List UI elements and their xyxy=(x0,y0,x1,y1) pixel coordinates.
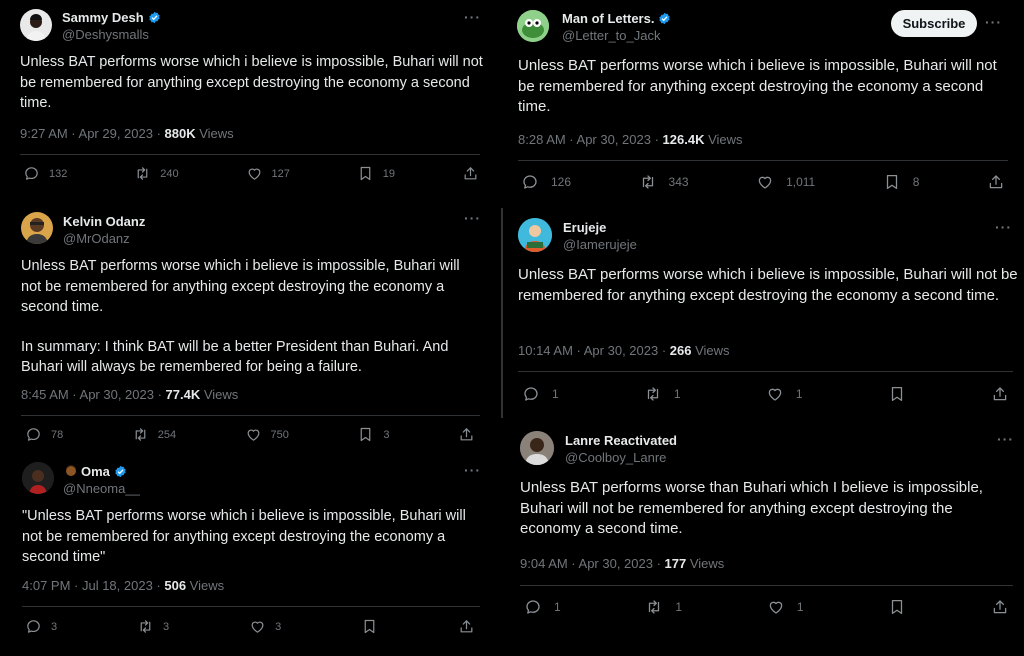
like-button[interactable] xyxy=(249,618,281,635)
divider xyxy=(518,371,1013,372)
reply-count: 1 xyxy=(554,600,561,614)
tweet-timestamp[interactable] xyxy=(20,126,234,141)
author-name[interactable] xyxy=(62,10,161,25)
retweet-button[interactable] xyxy=(134,165,178,182)
tweet-paragraph: In summary: I think BAT will be a better President than Buhari. And Buhari will always be remembered for being a failure. xyxy=(21,338,449,375)
retweet-button[interactable] xyxy=(644,385,681,403)
views-label: Views xyxy=(186,578,225,593)
author-handle[interactable]: @Iamerujeje xyxy=(563,237,637,252)
heart-icon xyxy=(249,618,266,635)
heart-icon xyxy=(756,173,774,191)
share-icon xyxy=(991,385,1009,403)
woman-emoji-icon xyxy=(65,465,77,478)
bookmark-button[interactable] xyxy=(883,173,920,191)
more-options-icon[interactable]: ··· xyxy=(985,14,1002,30)
retweet-count: 343 xyxy=(668,175,689,189)
more-options-icon[interactable]: ··· xyxy=(997,431,1014,447)
bookmark-icon xyxy=(888,598,906,616)
tweet-text xyxy=(22,506,486,568)
bookmark-icon xyxy=(883,173,901,191)
tweet-card[interactable] xyxy=(503,210,1024,418)
tweet-time: 8:28 AM · Apr 30, 2023 · xyxy=(518,132,663,147)
heart-icon xyxy=(766,385,784,403)
tweet-timestamp[interactable] xyxy=(21,387,238,402)
share-icon xyxy=(458,618,475,635)
tweet-card[interactable] xyxy=(0,205,500,450)
views-label: Views xyxy=(195,126,234,141)
bookmark-count: 3 xyxy=(383,428,390,441)
views-count: 126.4K xyxy=(662,132,705,147)
views-count: 506 xyxy=(164,578,187,593)
share-button[interactable] xyxy=(991,385,1009,403)
reply-icon xyxy=(521,173,539,191)
share-button[interactable] xyxy=(991,598,1009,616)
like-count: 750 xyxy=(270,428,289,441)
reply-icon xyxy=(23,165,40,182)
tweet-card[interactable] xyxy=(503,0,1024,205)
retweet-count: 3 xyxy=(163,620,170,633)
author-name[interactable] xyxy=(65,464,127,479)
avatar[interactable] xyxy=(520,431,554,465)
like-count: 127 xyxy=(271,167,290,180)
divider xyxy=(518,160,1008,161)
author-handle[interactable]: @Nneoma__ xyxy=(63,481,140,496)
author-handle[interactable]: @Coolboy_Lanre xyxy=(565,450,667,465)
tweet-card[interactable] xyxy=(0,0,500,195)
more-options-icon[interactable]: ··· xyxy=(464,210,481,226)
reply-icon xyxy=(524,598,542,616)
verified-badge-icon xyxy=(114,465,127,478)
tweet-paragraph: Unless BAT performs worse which i believe is impossible, Buhari will not be remembered for anything except destroying the economy a second time. xyxy=(518,57,997,115)
avatar[interactable] xyxy=(518,218,552,252)
tweet-actions xyxy=(23,165,479,182)
author-name-text: Kelvin Odanz xyxy=(63,214,146,229)
tweet-actions xyxy=(524,598,1009,616)
tweet-time: 4:07 PM · Jul 18, 2023 · xyxy=(22,578,165,593)
retweet-button[interactable] xyxy=(137,618,169,635)
like-count: 1,011 xyxy=(786,175,816,189)
reply-count: 132 xyxy=(49,167,68,180)
views-label: Views xyxy=(200,387,239,402)
tweet-actions xyxy=(521,173,1005,191)
like-count: 1 xyxy=(796,600,804,614)
reply-count: 1 xyxy=(552,387,559,401)
tweet-timestamp[interactable] xyxy=(518,132,743,147)
tweet-paragraph: Unless BAT performs worse than Buhari which I believe is impossible, Buhari will not be remembered for anything except destroying the economy a second time. xyxy=(520,479,983,537)
tweet-card[interactable] xyxy=(0,455,500,656)
tweet-actions xyxy=(25,618,475,635)
tweet-actions xyxy=(25,426,475,443)
author-handle[interactable]: @Letter_to_Jack xyxy=(562,28,661,43)
reply-button[interactable] xyxy=(25,426,63,443)
bookmark-icon xyxy=(357,165,374,182)
tweet-time: 10:14 AM · Apr 30, 2023 · xyxy=(518,343,670,358)
divider xyxy=(520,585,1013,586)
author-name[interactable] xyxy=(565,433,677,448)
like-button[interactable] xyxy=(245,426,289,443)
avatar[interactable] xyxy=(22,462,54,494)
views-label: Views xyxy=(704,132,743,147)
heart-icon xyxy=(245,426,262,443)
bookmark-button[interactable] xyxy=(361,618,378,635)
tweet-text xyxy=(20,52,484,114)
reply-button[interactable] xyxy=(25,618,57,635)
like-count: 3 xyxy=(275,620,282,633)
heart-icon xyxy=(246,165,263,182)
tweet-time: 9:27 AM · Apr 29, 2023 · xyxy=(20,126,165,141)
share-button[interactable] xyxy=(458,618,475,635)
verified-badge-icon xyxy=(148,11,161,24)
author-handle[interactable]: @MrOdanz xyxy=(63,231,130,246)
reply-count: 78 xyxy=(51,428,64,441)
like-button[interactable] xyxy=(756,173,815,191)
author-name-text: Erujeje xyxy=(563,220,607,235)
tweet-timestamp[interactable] xyxy=(520,556,724,571)
views-count: 266 xyxy=(669,343,692,358)
retweet-count: 1 xyxy=(675,600,683,614)
views-count: 77.4K xyxy=(165,387,201,402)
reply-button[interactable] xyxy=(521,173,571,191)
like-button[interactable] xyxy=(767,598,804,616)
tweet-text xyxy=(21,256,483,378)
divider xyxy=(20,154,480,155)
heart-icon xyxy=(767,598,785,616)
tweet-timestamp[interactable] xyxy=(518,343,730,358)
bookmark-icon xyxy=(888,385,906,403)
tweet-text xyxy=(518,56,1008,118)
retweet-icon xyxy=(639,173,657,191)
author-handle[interactable]: @Deshysmalls xyxy=(62,27,149,42)
retweet-count: 254 xyxy=(157,428,177,441)
bookmark-button[interactable] xyxy=(888,598,906,616)
author-name[interactable] xyxy=(63,214,145,229)
author-name[interactable] xyxy=(563,220,606,235)
retweet-button[interactable] xyxy=(645,598,682,616)
reply-button[interactable] xyxy=(522,385,559,403)
retweet-count: 240 xyxy=(160,167,179,180)
bookmark-count: 8 xyxy=(912,175,920,189)
reply-button[interactable] xyxy=(23,165,67,182)
avatar[interactable] xyxy=(21,212,53,244)
avatar[interactable] xyxy=(517,10,549,42)
share-button[interactable] xyxy=(987,173,1005,191)
tweet-time: 9:04 AM · Apr 30, 2023 · xyxy=(520,556,665,571)
divider xyxy=(22,606,480,607)
avatar[interactable] xyxy=(20,9,52,41)
verified-badge-icon xyxy=(658,12,671,25)
share-button[interactable] xyxy=(462,165,479,182)
tweet-timestamp[interactable] xyxy=(22,578,224,593)
retweet-button[interactable] xyxy=(639,173,689,191)
retweet-icon xyxy=(645,598,663,616)
tweet-time: 8:45 AM · Apr 30, 2023 · xyxy=(21,387,166,402)
views-label: Views xyxy=(691,343,730,358)
author-name[interactable] xyxy=(562,11,671,26)
like-count: 1 xyxy=(795,387,803,401)
more-options-icon[interactable]: ··· xyxy=(464,462,481,478)
subscribe-button[interactable]: Subscribe xyxy=(891,10,977,37)
tweet-paragraph: Unless BAT performs worse which i believe is impossible, Buhari will not be remembered for anything except destroying the economy a second time. xyxy=(21,258,460,315)
bookmark-icon xyxy=(357,426,374,443)
like-button[interactable] xyxy=(766,385,803,403)
views-count: 177 xyxy=(664,556,687,571)
retweet-icon xyxy=(132,426,149,443)
bookmark-button[interactable] xyxy=(357,426,389,443)
views-count: 880K xyxy=(164,126,196,141)
tweet-paragraph: Unless BAT performs worse which i believe is impossible, Buhari will not be remembered for anything except destroying the economy a second time. xyxy=(518,266,1018,304)
reply-button[interactable] xyxy=(524,598,561,616)
retweet-icon xyxy=(137,618,154,635)
share-button[interactable] xyxy=(458,426,475,443)
bookmark-count: 19 xyxy=(382,167,396,180)
views-label: Views xyxy=(686,556,725,571)
divider xyxy=(21,415,480,416)
tweet-paragraph: Unless BAT performs worse which i believe is impossible, Buhari will not be remembered for anything except destroying the economy a second time. xyxy=(20,54,483,111)
like-button[interactable] xyxy=(246,165,290,182)
tweet-actions xyxy=(522,385,1009,403)
tweet-text xyxy=(518,265,1018,306)
bookmark-icon xyxy=(361,618,378,635)
more-options-icon[interactable]: ··· xyxy=(995,219,1012,235)
share-icon xyxy=(987,173,1005,191)
bookmark-button[interactable] xyxy=(357,165,395,182)
retweet-count: 1 xyxy=(673,387,681,401)
author-name-text: Sammy Desh xyxy=(62,10,144,25)
reply-count: 126 xyxy=(551,175,572,189)
share-icon xyxy=(462,165,479,182)
share-icon xyxy=(991,598,1009,616)
reply-count: 3 xyxy=(51,620,58,633)
more-options-icon[interactable]: ··· xyxy=(464,9,481,25)
share-icon xyxy=(458,426,475,443)
tweet-paragraph: "Unless BAT performs worse which i believe is impossible, Buhari will not be remembered for anything except destroying the economy a second time" xyxy=(22,508,466,565)
reply-icon xyxy=(25,426,42,443)
tweet-card[interactable] xyxy=(503,423,1024,656)
reply-icon xyxy=(25,618,42,635)
bookmark-button[interactable] xyxy=(888,385,906,403)
author-name-text: Oma xyxy=(81,464,110,479)
retweet-button[interactable] xyxy=(132,426,176,443)
retweet-icon xyxy=(644,385,662,403)
tweet-text xyxy=(520,478,1000,540)
retweet-icon xyxy=(134,165,151,182)
author-name-text: Lanre Reactivated xyxy=(565,433,677,448)
reply-icon xyxy=(522,385,540,403)
author-name-text: Man of Letters. xyxy=(562,11,655,26)
